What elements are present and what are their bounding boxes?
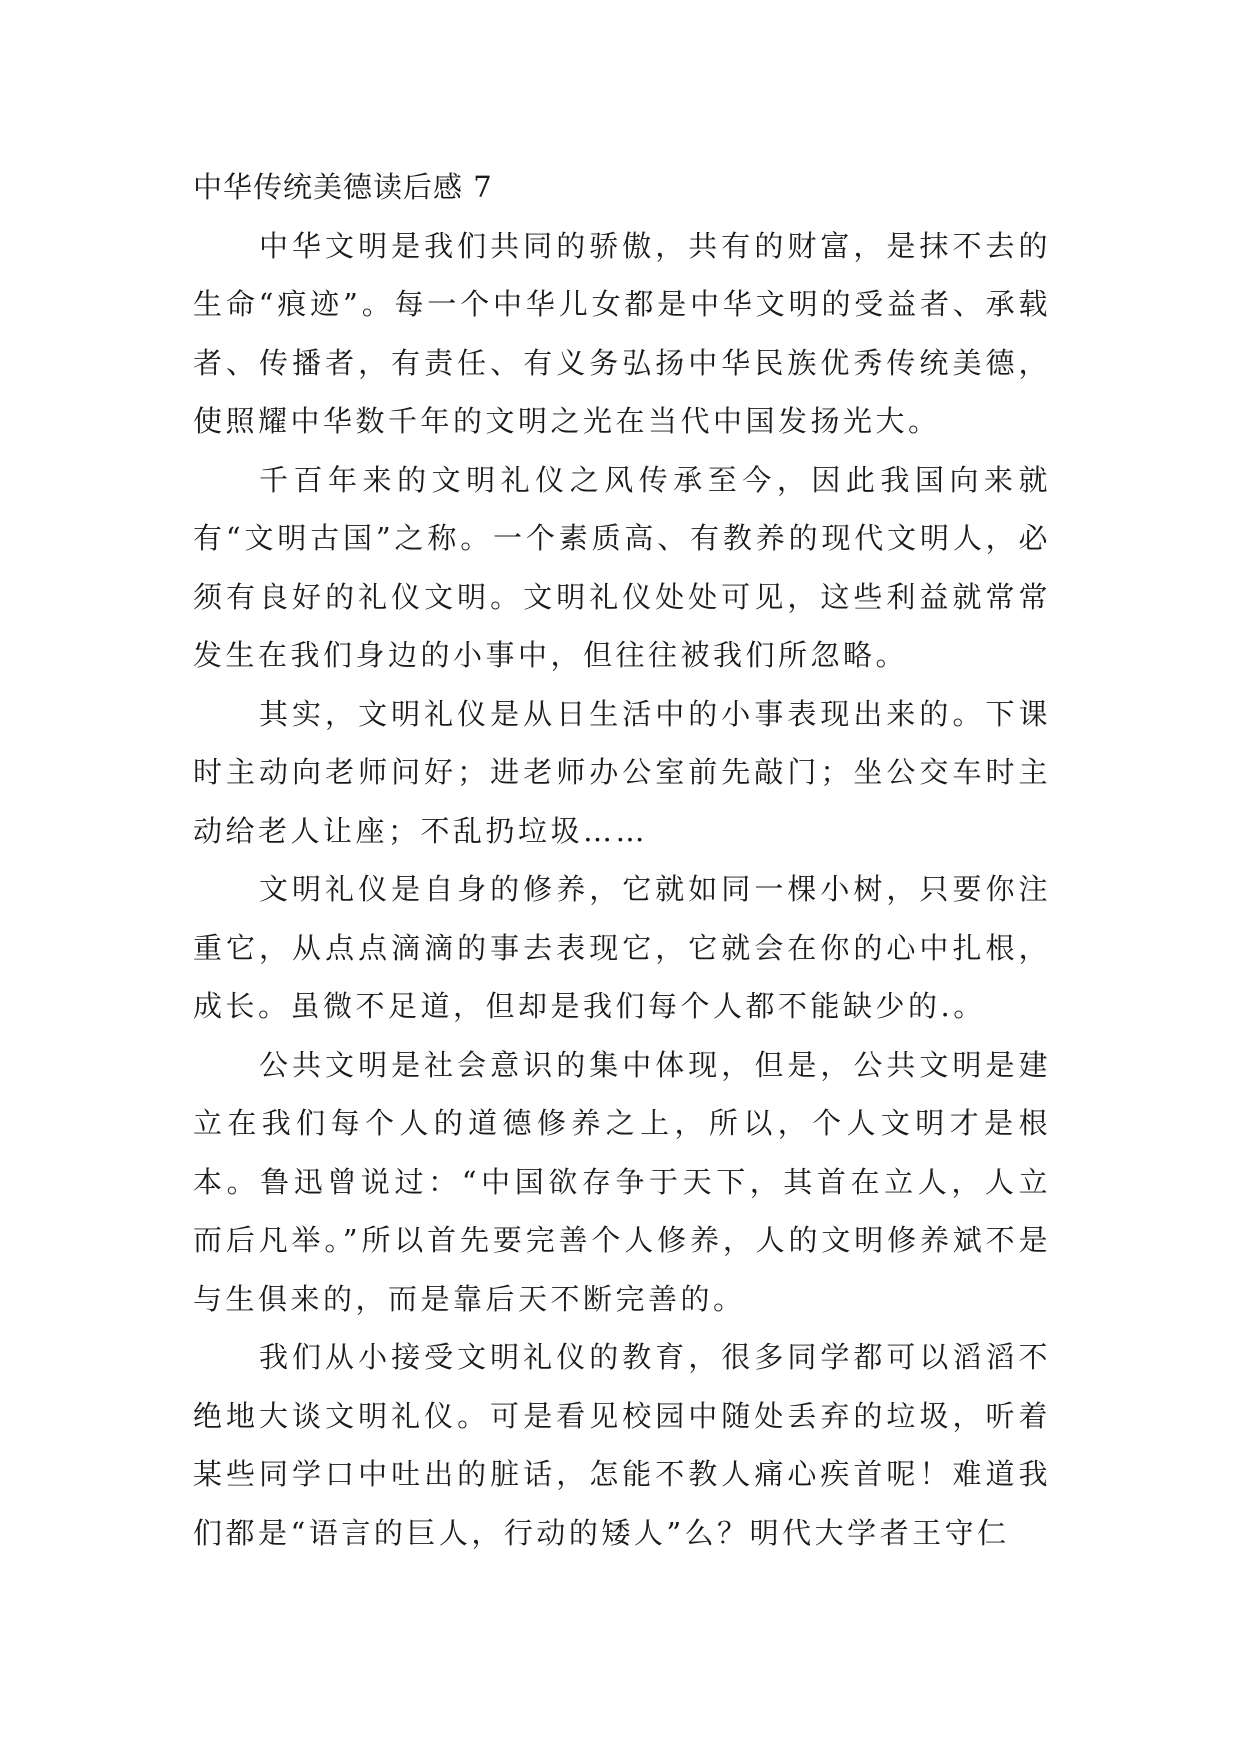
paragraph-6: 我们从小接受文明礼仪的教育，很多同学都可以滔滔不绝地大谈文明礼仪。可是看见校园中随处丢弃的垃圾，听着某些同学口中吐出的脏话，怎能不教人痛心疾首呢！难道我们都是“语言的巨人，行动的矮人”么？明代大学者王守仁: [193, 1340, 1051, 1550]
paragraph-1: 中华文明是我们共同的骄傲，共有的财富，是抹不去的生命“痕迹”。每一个中华儿女都是中华文明的受益者、承载者、传播者，有责任、有义务弘扬中华民族优秀传统美德，使照耀中华数千年的文明之光在当代中国发扬光大。: [193, 228, 1051, 438]
paragraph-5: 公共文明是社会意识的集中体现，但是，公共文明是建立在我们每个人的道德修养之上，所以，个人文明才是根本。鲁迅曾说过：“中国欲存争于天下，其首在立人，人立而后凡举。”所以首先要完善个人修养，人的文明修养斌不是与生俱来的，而是靠后天不断完善的。: [193, 1047, 1051, 1316]
document-page: [193, 158, 1051, 1562]
document-title: 中华传统美德读后感 7: [193, 170, 493, 204]
paragraph-2: 千百年来的文明礼仪之风传承至今，因此我国向来就有“文明古国”之称。一个素质高、有教养的现代文明人，必须有良好的礼仪文明。文明礼仪处处可见，这些利益就常常发生在我们身边的小事中，但往往被我们所忽略。: [193, 462, 1051, 672]
paragraph-3: 其实，文明礼仪是从日生活中的小事表现出来的。下课时主动向老师问好；进老师办公室前先敲门；坐公交车时主动给老人让座；不乱扔垃圾……: [193, 696, 1051, 848]
paragraph-4: 文明礼仪是自身的修养，它就如同一棵小树，只要你注重它，从点点滴滴的事去表现它，它就会在你的心中扎根，成长。虽微不足道，但却是我们每个人都不能缺少的.。: [193, 872, 1051, 1023]
